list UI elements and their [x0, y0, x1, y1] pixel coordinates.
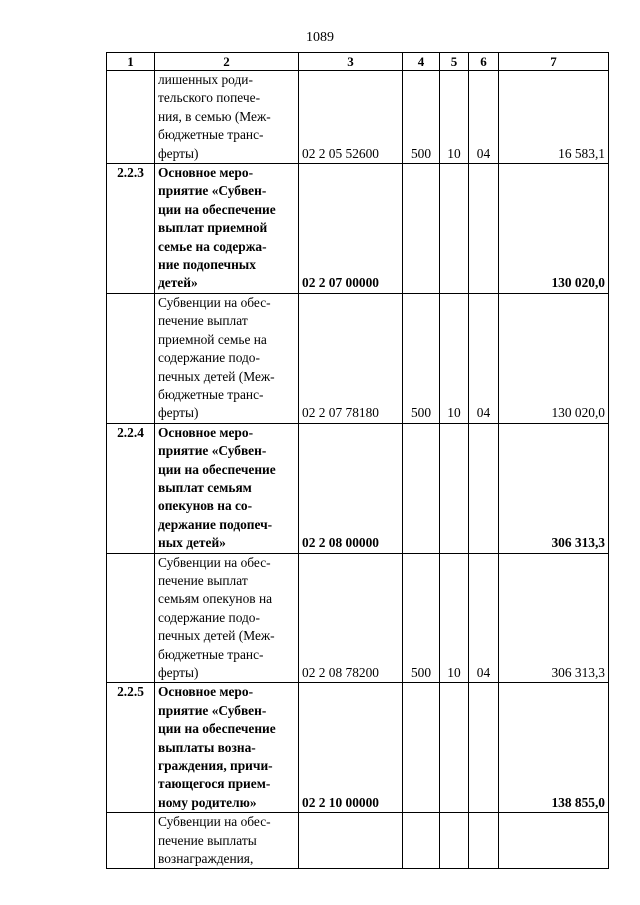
table-row [107, 71, 609, 164]
section-code-cell [440, 293, 469, 423]
section-code-cell [440, 553, 469, 683]
row-description: Основное меро- приятие «Субвен- ции на обеспечение выплат семьям опекунов на со- держание подопеч- ных детей» [158, 424, 276, 551]
budget-table [106, 52, 609, 869]
table-row [107, 293, 609, 423]
column-header-row [107, 53, 609, 71]
target-code-cell [299, 293, 403, 423]
expense-type: 500 [410, 405, 432, 421]
amount: 306 313,3 [551, 665, 605, 680]
target-code-cell [299, 683, 403, 813]
amount-cell [499, 71, 609, 164]
expense-type: 500 [410, 665, 432, 680]
column-header: 3 [299, 53, 403, 71]
target-code: 02 2 08 78200 [302, 665, 379, 680]
row-description: Субвенции на обес- печение выплаты вознаграждения, [158, 814, 271, 867]
section-code-cell [440, 813, 469, 869]
column-header: 1 [107, 53, 155, 71]
section-code: 10 [447, 145, 461, 161]
target-code-cell [299, 813, 403, 869]
row-number-cell [107, 71, 155, 164]
column-header: 5 [440, 53, 469, 71]
table-row [107, 553, 609, 683]
program-header-row [107, 423, 609, 553]
subsection-code-cell [469, 553, 499, 683]
page-number: 1089 [306, 30, 334, 45]
subsection-code-cell [469, 423, 499, 553]
expense-type-cell [403, 423, 440, 553]
row-description-cell [155, 164, 299, 294]
section-code-cell [440, 423, 469, 553]
section-code: 10 [447, 405, 461, 421]
amount: 138 855,0 [551, 794, 605, 810]
row-description-cell [155, 423, 299, 553]
expense-type-cell [403, 164, 440, 294]
target-code: 02 2 07 78180 [302, 405, 379, 421]
row-description-cell [155, 553, 299, 683]
row-description-cell [155, 71, 299, 164]
expense-type-cell [403, 293, 440, 423]
amount-cell [499, 683, 609, 813]
column-header: 6 [469, 53, 499, 71]
subsection-code-cell [469, 683, 499, 813]
row-description: лишенных роди- тельского попече- ния, в семью (Меж- бюджетные транс- ферты) [158, 72, 271, 161]
target-code: 02 2 08 00000 [302, 535, 379, 551]
target-code-cell [299, 164, 403, 294]
section-code-cell [440, 164, 469, 294]
row-description-cell [155, 293, 299, 423]
expense-type-cell [403, 71, 440, 164]
amount-cell [499, 293, 609, 423]
program-header-row [107, 683, 609, 813]
expense-type-cell [403, 553, 440, 683]
row-description: Основное меро- приятие «Субвен- ции на обеспечение выплаты возна- граждения, причи- тающегося прием- ному родителю» [158, 684, 276, 810]
amount: 306 313,3 [551, 535, 605, 551]
row-description-cell [155, 813, 299, 869]
subsection-code: 04 [476, 145, 491, 161]
subsection-code-cell [469, 71, 499, 164]
row-description-cell [155, 683, 299, 813]
row-description: Субвенции на обес- печение выплат семьям опекунов на содержание подо- печных детей (Меж- бюджетные транс- ферты) [158, 554, 275, 680]
subsection-code-cell [469, 293, 499, 423]
target-code-cell [299, 423, 403, 553]
subsection-code: 04 [476, 405, 491, 421]
expense-type-cell [403, 683, 440, 813]
subsection-code-cell [469, 813, 499, 869]
row-number-cell [107, 813, 155, 869]
row-number-cell [107, 683, 155, 813]
row-number: 2.2.4 [117, 424, 144, 440]
row-number-cell [107, 293, 155, 423]
target-code-cell [299, 553, 403, 683]
column-header: 4 [403, 53, 440, 71]
row-number: 2.2.3 [117, 165, 144, 181]
amount-cell [499, 813, 609, 869]
section-code-cell [440, 683, 469, 813]
amount: 130 020,0 [551, 405, 605, 421]
target-code-cell [299, 71, 403, 164]
row-number: 2.2.5 [117, 684, 144, 700]
section-code: 10 [447, 665, 461, 680]
target-code: 02 2 07 00000 [302, 275, 379, 291]
amount-cell [499, 423, 609, 553]
target-code: 02 2 05 52600 [302, 145, 379, 161]
amount-cell [499, 164, 609, 294]
expense-type-cell [403, 813, 440, 869]
amount: 16 583,1 [558, 145, 605, 161]
amount: 130 020,0 [551, 275, 605, 291]
subsection-code-cell [469, 164, 499, 294]
target-code: 02 2 10 00000 [302, 794, 379, 810]
row-number-cell [107, 164, 155, 294]
column-header: 7 [499, 53, 609, 71]
program-header-row [107, 164, 609, 294]
column-header: 2 [155, 53, 299, 71]
subsection-code: 04 [476, 665, 491, 680]
section-code-cell [440, 71, 469, 164]
expense-type: 500 [410, 145, 432, 161]
row-number-cell [107, 553, 155, 683]
amount-cell [499, 553, 609, 683]
table-row [107, 813, 609, 869]
row-description: Субвенции на обес- печение выплат приемной семье на содержание подо- печных детей (Меж- бюджетные транс- ферты) [158, 294, 275, 421]
row-number-cell [107, 423, 155, 553]
row-description: Основное меро- приятие «Субвен- ции на обеспечение выплат приемной семье на содержа- ние подопечных детей» [158, 165, 276, 291]
